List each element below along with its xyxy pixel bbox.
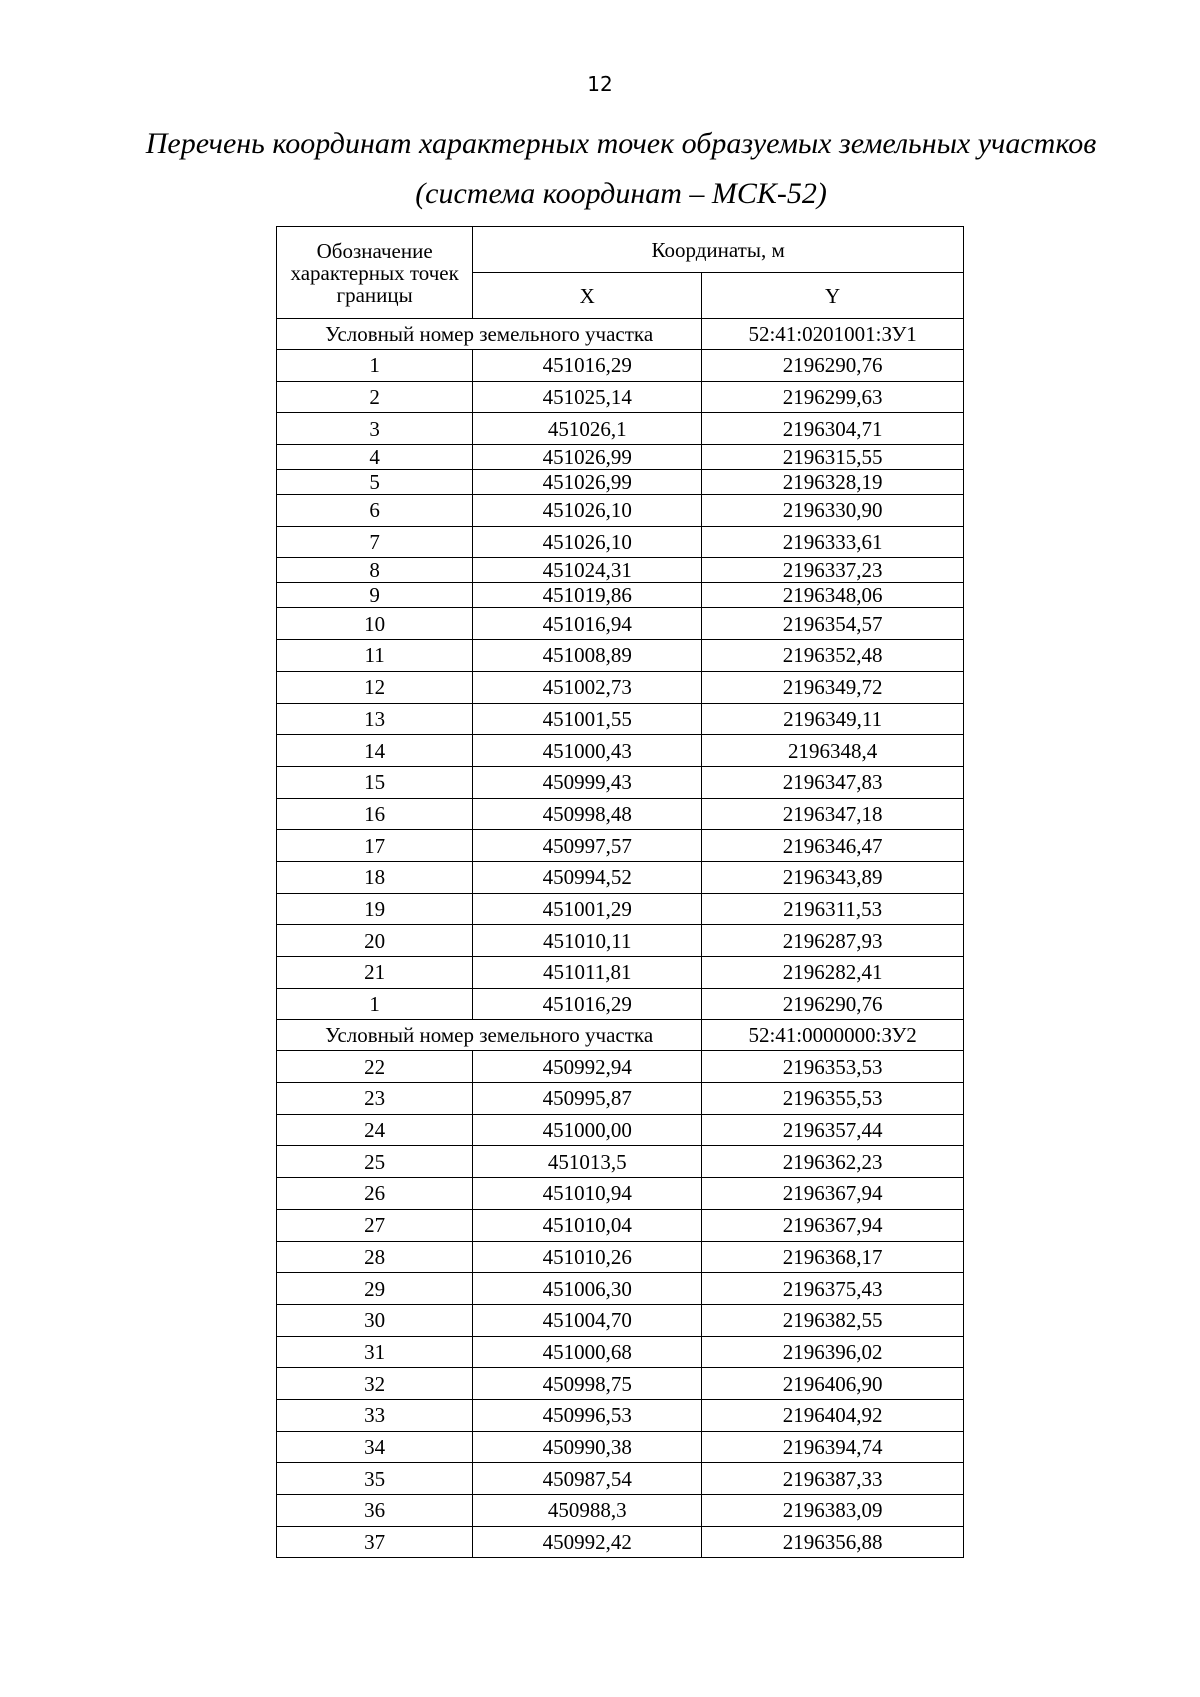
x-coordinate: 451000,43 bbox=[473, 735, 702, 767]
x-coordinate: 451010,04 bbox=[473, 1209, 702, 1241]
y-coordinate: 2196290,76 bbox=[702, 988, 964, 1020]
table-row bbox=[277, 1399, 964, 1431]
cadastral-number: 52:41:0000000:ЗУ2 bbox=[702, 1020, 964, 1051]
y-coordinate: 2196346,47 bbox=[702, 830, 964, 862]
y-coordinate: 2196343,89 bbox=[702, 861, 964, 893]
x-coordinate: 451004,70 bbox=[473, 1304, 702, 1336]
table-row bbox=[277, 350, 964, 382]
table-row bbox=[277, 1209, 964, 1241]
table-row bbox=[277, 1368, 964, 1400]
x-coordinate: 450996,53 bbox=[473, 1399, 702, 1431]
table-row bbox=[277, 861, 964, 893]
x-coordinate: 451000,68 bbox=[473, 1336, 702, 1368]
coordinates-table bbox=[276, 226, 964, 1558]
point-number: 23 bbox=[277, 1083, 473, 1115]
y-coordinate: 2196299,63 bbox=[702, 381, 964, 413]
table-row bbox=[277, 703, 964, 735]
table-row bbox=[277, 640, 964, 672]
x-coordinate: 450994,52 bbox=[473, 861, 702, 893]
y-coordinate: 2196357,44 bbox=[702, 1114, 964, 1146]
section-label: Условный номер земельного участка bbox=[277, 319, 702, 350]
y-coordinate: 2196328,19 bbox=[702, 470, 964, 495]
x-coordinate: 451002,73 bbox=[473, 671, 702, 703]
x-coordinate: 451016,29 bbox=[473, 988, 702, 1020]
point-number: 25 bbox=[277, 1146, 473, 1178]
table-row bbox=[277, 1178, 964, 1210]
document-title: Перечень координат характерных точек образуемых земельных участков bbox=[145, 127, 1097, 160]
point-number: 21 bbox=[277, 957, 473, 989]
x-coordinate: 451026,1 bbox=[473, 413, 702, 445]
y-coordinate: 2196404,92 bbox=[702, 1399, 964, 1431]
x-coordinate: 451026,10 bbox=[473, 495, 702, 527]
y-coordinate: 2196352,48 bbox=[702, 640, 964, 672]
x-coordinate: 451026,10 bbox=[473, 526, 702, 558]
section-row bbox=[277, 319, 964, 350]
point-number: 5 bbox=[277, 470, 473, 495]
x-coordinate: 450998,48 bbox=[473, 798, 702, 830]
point-number: 3 bbox=[277, 413, 473, 445]
y-coordinate: 2196375,43 bbox=[702, 1273, 964, 1305]
y-coordinate: 2196355,53 bbox=[702, 1083, 964, 1115]
table-row bbox=[277, 1463, 964, 1495]
y-coordinate: 2196348,06 bbox=[702, 583, 964, 608]
point-name-header: Обозначение характерных точек границы bbox=[277, 227, 473, 319]
point-number: 35 bbox=[277, 1463, 473, 1495]
point-number: 27 bbox=[277, 1209, 473, 1241]
point-number: 32 bbox=[277, 1368, 473, 1400]
table-row bbox=[277, 608, 964, 640]
x-coordinate: 450992,94 bbox=[473, 1051, 702, 1083]
y-coordinate: 2196282,41 bbox=[702, 957, 964, 989]
y-coordinate: 2196362,23 bbox=[702, 1146, 964, 1178]
point-number: 29 bbox=[277, 1273, 473, 1305]
x-coordinate: 451006,30 bbox=[473, 1273, 702, 1305]
y-coordinate: 2196304,71 bbox=[702, 413, 964, 445]
y-coordinate: 2196368,17 bbox=[702, 1241, 964, 1273]
table-row bbox=[277, 445, 964, 470]
table-row bbox=[277, 1526, 964, 1558]
point-number: 4 bbox=[277, 445, 473, 470]
y-coordinate: 2196333,61 bbox=[702, 526, 964, 558]
point-number: 13 bbox=[277, 703, 473, 735]
x-header: X bbox=[473, 273, 702, 319]
y-coordinate: 2196349,72 bbox=[702, 671, 964, 703]
section-row bbox=[277, 1020, 964, 1051]
table-header bbox=[277, 227, 964, 319]
table-row bbox=[277, 1431, 964, 1463]
table-row bbox=[277, 1241, 964, 1273]
table-row bbox=[277, 1273, 964, 1305]
y-coordinate: 2196349,11 bbox=[702, 703, 964, 735]
coordinates-header: Координаты, м bbox=[473, 227, 964, 273]
table-row bbox=[277, 1051, 964, 1083]
table-row bbox=[277, 413, 964, 445]
point-number: 31 bbox=[277, 1336, 473, 1368]
y-coordinate: 2196382,55 bbox=[702, 1304, 964, 1336]
table-row bbox=[277, 495, 964, 527]
x-coordinate: 451001,55 bbox=[473, 703, 702, 735]
point-number: 28 bbox=[277, 1241, 473, 1273]
x-coordinate: 451011,81 bbox=[473, 957, 702, 989]
table-row bbox=[277, 583, 964, 608]
x-coordinate: 451010,11 bbox=[473, 925, 702, 957]
point-number: 19 bbox=[277, 893, 473, 925]
y-coordinate: 2196396,02 bbox=[702, 1336, 964, 1368]
table-row bbox=[277, 1495, 964, 1527]
document-subtitle: (система координат – МСК-52) bbox=[415, 177, 827, 210]
table-row bbox=[277, 1083, 964, 1115]
table-row bbox=[277, 526, 964, 558]
point-number: 1 bbox=[277, 988, 473, 1020]
table-row bbox=[277, 1146, 964, 1178]
y-coordinate: 2196367,94 bbox=[702, 1209, 964, 1241]
y-coordinate: 2196347,18 bbox=[702, 798, 964, 830]
y-coordinate: 2196356,88 bbox=[702, 1526, 964, 1558]
point-number: 6 bbox=[277, 495, 473, 527]
cadastral-number: 52:41:0201001:ЗУ1 bbox=[702, 319, 964, 350]
point-number: 7 bbox=[277, 526, 473, 558]
table-row bbox=[277, 1336, 964, 1368]
y-coordinate: 2196311,53 bbox=[702, 893, 964, 925]
point-number: 18 bbox=[277, 861, 473, 893]
x-coordinate: 451016,94 bbox=[473, 608, 702, 640]
x-coordinate: 451019,86 bbox=[473, 583, 702, 608]
x-coordinate: 451026,99 bbox=[473, 445, 702, 470]
table-row bbox=[277, 798, 964, 830]
y-coordinate: 2196354,57 bbox=[702, 608, 964, 640]
y-coordinate: 2196337,23 bbox=[702, 558, 964, 583]
y-coordinate: 2196315,55 bbox=[702, 445, 964, 470]
x-coordinate: 451026,99 bbox=[473, 470, 702, 495]
y-coordinate: 2196290,76 bbox=[702, 350, 964, 382]
table-row bbox=[277, 766, 964, 798]
table-body bbox=[277, 319, 964, 1558]
table-row bbox=[277, 470, 964, 495]
point-number: 14 bbox=[277, 735, 473, 767]
y-coordinate: 2196394,74 bbox=[702, 1431, 964, 1463]
y-coordinate: 2196287,93 bbox=[702, 925, 964, 957]
y-coordinate: 2196383,09 bbox=[702, 1495, 964, 1527]
x-coordinate: 451013,5 bbox=[473, 1146, 702, 1178]
point-number: 11 bbox=[277, 640, 473, 672]
point-number: 26 bbox=[277, 1178, 473, 1210]
y-coordinate: 2196367,94 bbox=[702, 1178, 964, 1210]
table-row bbox=[277, 1304, 964, 1336]
y-coordinate: 2196348,4 bbox=[702, 735, 964, 767]
x-coordinate: 451001,29 bbox=[473, 893, 702, 925]
point-number: 33 bbox=[277, 1399, 473, 1431]
x-coordinate: 450990,38 bbox=[473, 1431, 702, 1463]
table-row bbox=[277, 558, 964, 583]
x-coordinate: 451025,14 bbox=[473, 381, 702, 413]
table-row bbox=[277, 1114, 964, 1146]
x-coordinate: 450987,54 bbox=[473, 1463, 702, 1495]
x-coordinate: 450988,3 bbox=[473, 1495, 702, 1527]
y-coordinate: 2196347,83 bbox=[702, 766, 964, 798]
point-number: 22 bbox=[277, 1051, 473, 1083]
table-row bbox=[277, 988, 964, 1020]
point-number: 37 bbox=[277, 1526, 473, 1558]
point-number: 1 bbox=[277, 350, 473, 382]
x-coordinate: 450999,43 bbox=[473, 766, 702, 798]
x-coordinate: 451010,26 bbox=[473, 1241, 702, 1273]
page-number: 12 bbox=[587, 72, 613, 96]
table-row bbox=[277, 830, 964, 862]
x-coordinate: 450998,75 bbox=[473, 1368, 702, 1400]
point-number: 10 bbox=[277, 608, 473, 640]
point-number: 36 bbox=[277, 1495, 473, 1527]
x-coordinate: 451008,89 bbox=[473, 640, 702, 672]
point-number: 15 bbox=[277, 766, 473, 798]
point-number: 9 bbox=[277, 583, 473, 608]
point-number: 16 bbox=[277, 798, 473, 830]
point-number: 20 bbox=[277, 925, 473, 957]
point-number: 30 bbox=[277, 1304, 473, 1336]
x-coordinate: 451024,31 bbox=[473, 558, 702, 583]
x-coordinate: 450995,87 bbox=[473, 1083, 702, 1115]
y-header: Y bbox=[702, 273, 964, 319]
point-number: 12 bbox=[277, 671, 473, 703]
table-row bbox=[277, 671, 964, 703]
table-row bbox=[277, 381, 964, 413]
table-row bbox=[277, 925, 964, 957]
x-coordinate: 451000,00 bbox=[473, 1114, 702, 1146]
y-coordinate: 2196330,90 bbox=[702, 495, 964, 527]
table-row bbox=[277, 893, 964, 925]
point-number: 17 bbox=[277, 830, 473, 862]
x-coordinate: 451016,29 bbox=[473, 350, 702, 382]
x-coordinate: 451010,94 bbox=[473, 1178, 702, 1210]
section-label: Условный номер земельного участка bbox=[277, 1020, 702, 1051]
table-row bbox=[277, 735, 964, 767]
point-number: 2 bbox=[277, 381, 473, 413]
point-number: 34 bbox=[277, 1431, 473, 1463]
table-row bbox=[277, 957, 964, 989]
x-coordinate: 450997,57 bbox=[473, 830, 702, 862]
point-number: 8 bbox=[277, 558, 473, 583]
y-coordinate: 2196353,53 bbox=[702, 1051, 964, 1083]
point-number: 24 bbox=[277, 1114, 473, 1146]
y-coordinate: 2196406,90 bbox=[702, 1368, 964, 1400]
y-coordinate: 2196387,33 bbox=[702, 1463, 964, 1495]
x-coordinate: 450992,42 bbox=[473, 1526, 702, 1558]
